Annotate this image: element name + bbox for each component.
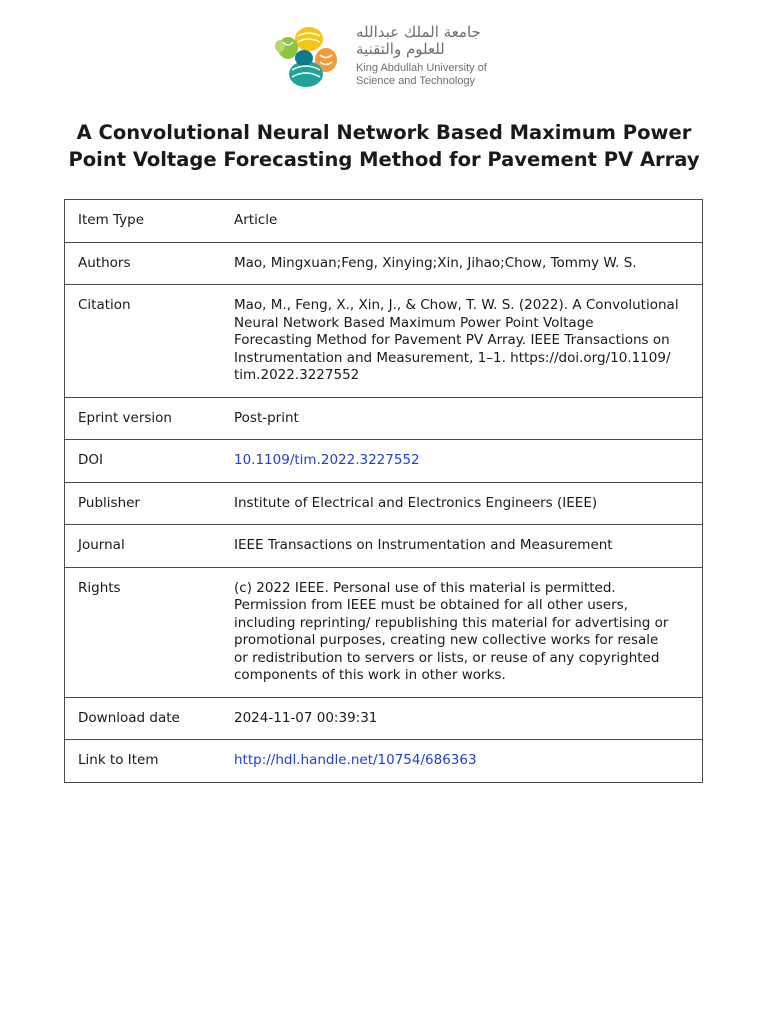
- kaust-logo: [268, 22, 508, 92]
- table-row: [65, 482, 703, 525]
- row-label: Item Type: [65, 200, 235, 243]
- table-row: [65, 525, 703, 568]
- rights-line: Permission from IEEE must be obtained for all other users,: [234, 597, 628, 613]
- table-row: [65, 567, 703, 697]
- row-value: IEEE Transactions on Instrumentation and Measurement: [234, 525, 703, 568]
- row-value: Institute of Electrical and Electronics Engineers (IEEE): [234, 482, 703, 525]
- rights-line: promotional purposes, creating new collective works for resale: [234, 632, 659, 648]
- doi-cell: [234, 440, 703, 483]
- citation-value: [234, 285, 703, 398]
- logo-wordmark: [356, 24, 516, 88]
- kaust-logo-mark-icon: [268, 22, 344, 92]
- rights-line: (c) 2022 IEEE. Personal use of this material is permitted.: [234, 579, 616, 596]
- row-label: Download date: [65, 697, 235, 740]
- row-label: Link to Item: [65, 740, 235, 783]
- table-row: [65, 200, 703, 243]
- citation-line: Neural Network Based Maximum Power Point Voltage: [234, 314, 594, 331]
- title-line-2: Point Voltage Forecasting Method for Pavement PV Array: [68, 148, 700, 171]
- table-row: [65, 440, 703, 483]
- row-value: 2024-11-07 00:39:31: [234, 697, 703, 740]
- logo-arabic-line1: جامعة الملك عبدالله: [356, 23, 481, 41]
- row-value: Article: [234, 200, 703, 243]
- item-link-cell: [234, 740, 703, 783]
- document-title: [60, 119, 708, 173]
- row-label: Journal: [65, 525, 235, 568]
- table-row: [65, 285, 703, 398]
- logo-english-line1: King Abdullah University of: [356, 62, 487, 74]
- rights-line: or redistribution to servers or lists, or reuse of any copyrighted: [234, 649, 660, 666]
- row-label: Eprint version: [65, 397, 235, 440]
- rights-line: including reprinting/ republishing this material for advertising or: [234, 614, 669, 631]
- citation-line: Mao, M., Feng, X., Xin, J., & Chow, T. W. S. (2022). A Convolutional: [234, 297, 679, 313]
- citation-line: Instrumentation and Measurement, 1–1. https://doi.org/10.1109/: [234, 349, 671, 366]
- table-row: [65, 397, 703, 440]
- row-value: Post-print: [234, 397, 703, 440]
- table-row: [65, 697, 703, 740]
- doi-link[interactable]: 10.1109/tim.2022.3227552: [234, 452, 420, 468]
- row-value: Mao, Mingxuan;Feng, Xinying;Xin, Jihao;Chow, Tommy W. S.: [234, 242, 703, 285]
- row-label: Authors: [65, 242, 235, 285]
- title-line-1: A Convolutional Neural Network Based Maximum Power: [76, 121, 692, 144]
- logo-arabic-line2: للعلوم والتقنية: [356, 40, 445, 58]
- row-label: Publisher: [65, 482, 235, 525]
- citation-line: Forecasting Method for Pavement PV Array. IEEE Transactions on: [234, 332, 670, 348]
- row-label: Rights: [65, 567, 235, 697]
- table-row: [65, 740, 703, 783]
- item-link[interactable]: http://hdl.handle.net/10754/686363: [234, 752, 477, 768]
- metadata-table: [64, 199, 703, 783]
- row-label: DOI: [65, 440, 235, 483]
- citation-line: tim.2022.3227552: [234, 367, 360, 383]
- table-row: [65, 242, 703, 285]
- rights-line: components of this work in other works.: [234, 667, 506, 683]
- rights-value: [234, 567, 703, 697]
- logo-english-line2: Science and Technology: [356, 75, 476, 87]
- row-label: Citation: [65, 285, 235, 398]
